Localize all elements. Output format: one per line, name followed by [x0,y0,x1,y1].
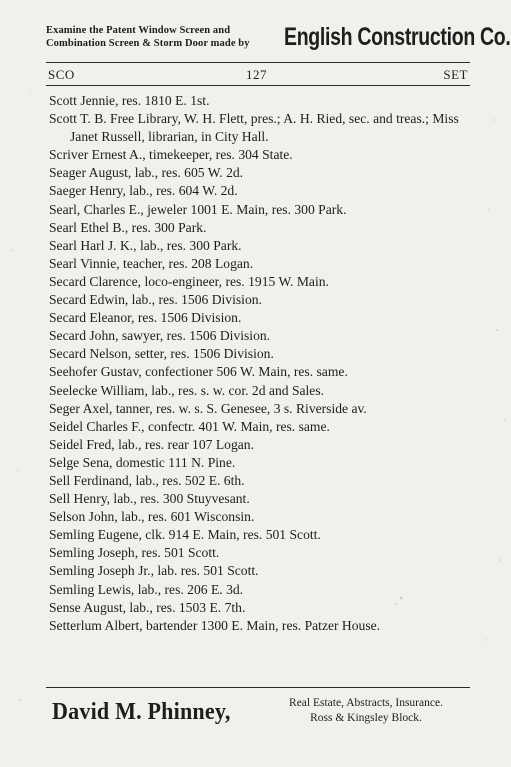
directory-entry: Seidel Fred, lab., res. rear 107 Logan. [49,436,254,452]
header-ad-company: English Construction Co. [284,23,511,51]
footer-advertisement [46,693,476,733]
directory-entry: Searl, Charles E., jeweler 1001 E. Main, res. 300 Park. [49,201,347,217]
header-ad-tagline [46,24,286,50]
running-head-right: SET [443,67,468,82]
directory-entry: Selge Sena, domestic 111 N. Pine. [49,454,236,470]
directory-entry: Scriver Ernest A., timekeeper, res. 304 State. [49,147,293,163]
header-ad-tagline-line2: Combination Screen & Storm Door made by [46,38,250,49]
directory-entry: Secard Eleanor, res. 1506 Division. [49,310,242,326]
directory-entry: Seehofer Gustav, confectioner 506 W. Main, res. same. [49,364,348,380]
directory-entries [46,92,472,635]
directory-entry: Semling Eugene, clk. 914 E. Main, res. 501 Scott. [49,527,321,543]
page-number: 127 [246,67,267,82]
directory-entry: Seelecke William, lab., res. s. w. cor. 2d and Sales. [49,382,325,398]
directory-entry: Sell Henry, lab., res. 300 Stuyvesant. [49,491,250,507]
footer-ad-details [260,696,472,726]
header-advertisement [46,22,511,56]
directory-entry: Secard John, sawyer, res. 1506 Division. [49,328,271,344]
directory-entry: Semling Joseph, res. 501 Scott. [49,545,220,561]
footer-ad-line1: Real Estate, Abstracts, Insurance. [289,697,443,709]
footer-rule [46,687,470,688]
running-head-left: SCO [48,67,75,82]
header-ad-tagline-line1: Examine the Patent Window Screen and [46,25,231,36]
directory-entry: Sell Ferdinand, lab., res. 502 E. 6th. [49,472,245,488]
directory-entry: Seger Axel, tanner, res. w. s. S. Genesee, 3 s. Riverside av. [49,400,367,416]
running-head [46,66,470,84]
directory-entry: Searl Vinnie, teacher, res. 208 Logan. [49,255,254,271]
footer-ad-line2: Ross & Kingsley Block. [310,712,422,724]
directory-entry: Scott Jennie, res. 1810 E. 1st. [49,93,210,108]
directory-entry: Semling Joseph Jr., lab. res. 501 Scott. [49,563,259,579]
header-bottom-rule [46,85,470,86]
directory-entry: Sense August, lab., res. 1503 E. 7th. [49,599,246,615]
footer-ad-name: David M. Phinney, [52,699,231,725]
directory-entry: Searl Harl J. K., lab., res. 300 Park. [49,237,242,253]
directory-entry: Saeger Henry, lab., res. 604 W. 2d. [49,183,238,199]
header-top-rule [46,62,470,63]
directory-entry: Seidel Charles F., confectr. 401 W. Main, res. same. [49,418,330,434]
directory-entry: Semling Lewis, lab., res. 206 E. 3d. [49,581,244,597]
directory-entry: Selson John, lab., res. 601 Wisconsin. [49,509,255,525]
directory-entry: Searl Ethel B., res. 300 Park. [49,219,207,235]
directory-entry: Secard Edwin, lab., res. 1506 Division. [49,292,262,308]
directory-entry: Secard Nelson, setter, res. 1506 Division. [49,346,274,362]
directory-entry: Secard Clarence, loco-engineer, res. 1915 W. Main. [49,273,329,289]
directory-entry: Setterlum Albert, bartender 1300 E. Main, res. Patzer House. [49,617,381,633]
directory-entry: Seager August, lab., res. 605 W. 2d. [49,165,244,181]
directory-entry: Scott T. B. Free Library, W. H. Flett, pres.; A. H. Ried, sec. and treas.; Miss Janet Russell, librarian, in City Hall. [49,111,459,145]
